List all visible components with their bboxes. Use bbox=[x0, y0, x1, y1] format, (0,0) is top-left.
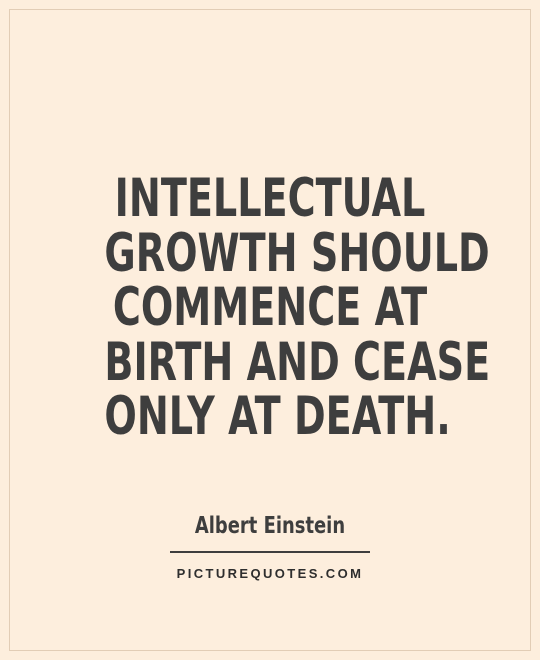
quote-author: Albert Einstein bbox=[194, 513, 346, 539]
divider bbox=[170, 551, 370, 553]
site-watermark: PICTUREQUOTES.COM bbox=[176, 566, 364, 581]
quote-line: INTELLECTUAL bbox=[114, 168, 426, 229]
quote-line: COMMENCE AT bbox=[112, 277, 428, 338]
quote-line: GROWTH SHOULD bbox=[104, 222, 490, 284]
quote-line: ONLY AT DEATH. bbox=[104, 386, 451, 447]
quote-text bbox=[104, 168, 491, 447]
quote-line: BIRTH AND CEASE bbox=[104, 331, 491, 393]
